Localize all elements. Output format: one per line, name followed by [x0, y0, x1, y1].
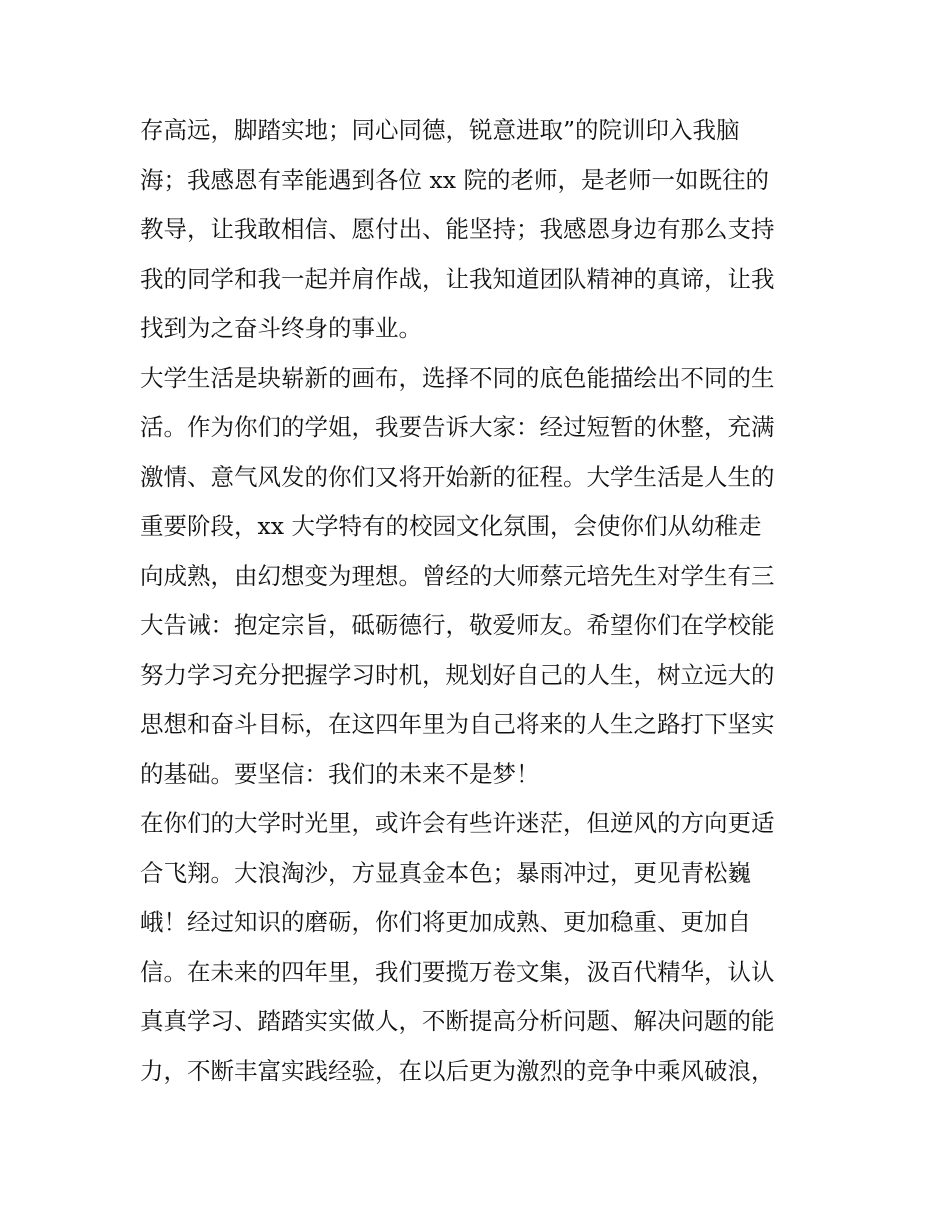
text-line: 找到为之奋斗终身的事业。 [140, 314, 422, 342]
text-line: 教导，让我敢相信、愿付出、能坚持；我感恩身边有那么支持 [140, 215, 775, 243]
text-line: 重要阶段，xx 大学特有的校园文化氛围，会使你们从幼稚走 [140, 512, 762, 540]
text-line: 信。在未来的四年里，我们要揽万卷文集，汲百代精华，认认 [140, 957, 775, 986]
text-line: 活。作为你们的学姐，我要告诉大家：经过短暂的休整，充满 [140, 413, 775, 441]
text-line: 力，不断丰富实践经验，在以后更为激烈的竞争中乘风破浪， [140, 1056, 775, 1085]
text-line: 在你们的大学时光里，或许会有些许迷茫，但逆风的方向更适 [140, 809, 775, 837]
text-line: 向成熟，由幻想变为理想。曾经的大师蔡元培先生对学生有三 [140, 561, 775, 590]
text-line: 真真学习、踏踏实实做人，不断提高分析问题、解决问题的能 [140, 1007, 775, 1035]
text-line: 大告诫：抱定宗旨，砥砺德行，敬爱师友。希望你们在学校能 [140, 611, 775, 639]
text-line: 峨！经过知识的磨砺，你们将更加成熟、更加稳重、更加自 [140, 908, 751, 936]
text-line: 我的同学和我一起并肩作战，让我知道团队精神的真谛，让我 [140, 264, 775, 293]
text-line: 合飞翔。大浪淘沙，方显真金本色；暴雨冲过，更见青松巍 [140, 858, 751, 887]
text-line: 激情、意气风发的你们又将开始新的征程。大学生活是人生的 [140, 462, 775, 491]
text-line: 大学生活是块崭新的画布，选择不同的底色能描绘出不同的生 [140, 363, 775, 392]
text-line: 海；我感恩有幸能遇到各位 xx 院的老师，是老师一如既往的 [140, 165, 769, 194]
text-line: 思想和奋斗目标，在这四年里为自己将来的人生之路打下坚实 [140, 710, 775, 738]
body-text [140, 106, 820, 1096]
text-line: 存高远，脚踏实地；同心同德，锐意进取”的院训印入我脑 [140, 116, 740, 144]
text-line: 的基础。要坚信：我们的未来不是梦！ [140, 759, 540, 788]
text-line: 努力学习充分把握学习时机，规划好自己的人生，树立远大的 [140, 660, 775, 689]
